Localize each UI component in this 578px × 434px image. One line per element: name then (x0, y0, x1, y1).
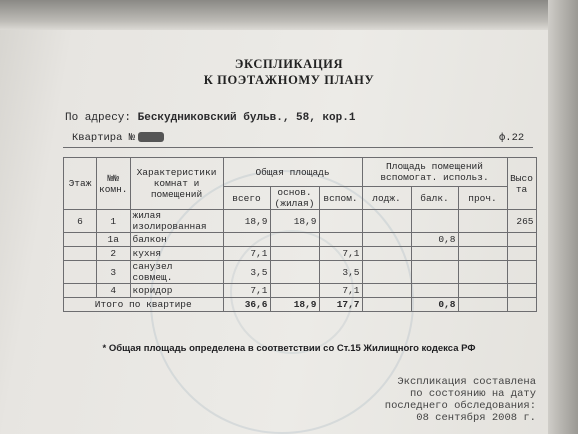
cell-balcony (411, 261, 458, 284)
col-header-char-line3: помещений (150, 189, 203, 200)
col-header-characteristics (130, 158, 223, 210)
cell-total (223, 233, 270, 247)
form-number: ф.22 (499, 132, 525, 144)
cell-room-number: 2 (97, 247, 131, 261)
col-header-char-line2: комнат и (153, 178, 200, 189)
col-header-balcony: балк. (411, 187, 458, 210)
cell-main (270, 247, 319, 261)
cell-floor (64, 261, 97, 284)
cell-room-number: 1 (97, 210, 131, 233)
cell-other (458, 261, 507, 284)
col-header-room-no-line2: комн. (99, 183, 128, 195)
col-header-room-no (97, 158, 131, 210)
explication-table (63, 157, 537, 312)
cell-loggia (362, 233, 411, 247)
footer-line4: 08 сентября 2008 г. (416, 412, 536, 424)
cell-other (458, 233, 507, 247)
cell-aux (319, 210, 362, 233)
footer-line1: Экспликация составлена (397, 376, 536, 388)
col-header-room-no-line1: №№ (107, 172, 119, 184)
table-row (64, 210, 537, 233)
cell-other (458, 210, 507, 233)
total-main-value: 18,9 (270, 298, 319, 312)
description-line: кухня (132, 248, 162, 259)
cell-aux (319, 233, 362, 247)
cell-total: 3,5 (223, 261, 270, 284)
cell-description (130, 261, 223, 284)
cell-height (507, 261, 536, 284)
address-label: По адресу: (65, 112, 132, 124)
cell-floor (64, 233, 97, 247)
cell-floor (64, 247, 97, 261)
cell-aux: 7,1 (319, 284, 362, 298)
total-height-value (507, 298, 536, 312)
description-line: санузел (132, 261, 173, 272)
cell-description (130, 210, 223, 233)
cell-room-number: 3 (97, 261, 131, 284)
cell-height: 265 (507, 210, 536, 233)
footer-line2: по состоянию на дату (409, 388, 536, 400)
col-header-floor: Этаж (64, 158, 97, 210)
total-label: Итого по квартире (64, 298, 224, 312)
cell-other (458, 247, 507, 261)
cell-height (507, 247, 536, 261)
description-line: жилая (132, 210, 162, 221)
table-row (64, 261, 537, 284)
page-top-edge (0, 0, 578, 30)
cell-loggia (362, 261, 411, 284)
cell-loggia (362, 210, 411, 233)
total-row (64, 298, 537, 312)
col-header-loggia: лодж. (362, 187, 411, 210)
col-header-main-line2: (жилая) (274, 198, 315, 209)
description-line: коридор (132, 285, 173, 296)
header-rule (63, 147, 533, 148)
cell-height (507, 284, 536, 298)
cell-description (130, 284, 223, 298)
cell-room-number: 4 (97, 284, 131, 298)
cell-balcony (411, 210, 458, 233)
table-row (64, 284, 537, 298)
total-balcony-value: 0,8 (411, 298, 458, 312)
cell-balcony (411, 247, 458, 261)
cell-floor (64, 284, 97, 298)
address-line (65, 112, 355, 124)
col-header-height-line1: Высо (510, 172, 533, 184)
cell-main: 18,9 (270, 210, 319, 233)
cell-balcony (411, 284, 458, 298)
total-loggia-value (362, 298, 411, 312)
cell-total: 7,1 (223, 284, 270, 298)
table-body (64, 210, 537, 298)
col-header-aux-line1: Площадь помещений (386, 161, 483, 172)
redacted-apartment-number (138, 132, 164, 142)
col-header-other: проч. (458, 187, 507, 210)
cell-total: 18,9 (223, 210, 270, 233)
cell-main (270, 261, 319, 284)
col-header-height (507, 158, 536, 210)
cell-room-number: 1а (97, 233, 131, 247)
cell-loggia (362, 247, 411, 261)
col-header-total: всего (223, 187, 270, 210)
col-header-main (270, 187, 319, 210)
cell-description (130, 233, 223, 247)
document-title-line1: ЭКСПЛИКАЦИЯ (234, 57, 344, 71)
document-title-line2: К ПОЭТАЖНОМУ ПЛАНУ (203, 73, 375, 87)
total-aux-value: 17,7 (319, 298, 362, 312)
total-area-value: 36,6 (223, 298, 270, 312)
cell-main (270, 284, 319, 298)
description-line: изолированная (132, 221, 207, 232)
cell-balcony: 0,8 (411, 233, 458, 247)
apartment-label: Квартира № (72, 132, 136, 144)
cell-total: 7,1 (223, 247, 270, 261)
description-line: балкон (132, 234, 167, 245)
address-value: Бескудниковский бульв., 58, кор.1 (137, 112, 356, 124)
col-header-aux-area (362, 158, 507, 187)
cell-other (458, 284, 507, 298)
cell-main (270, 233, 319, 247)
col-header-main-line1: основ. (277, 187, 312, 198)
cell-aux: 7,1 (319, 247, 362, 261)
footer-line3: последнего обследования: (384, 400, 536, 412)
col-header-char-line1: Характеристики (136, 167, 217, 178)
cell-aux: 3,5 (319, 261, 362, 284)
col-header-aux-line2: вспомогат. использ. (380, 172, 489, 183)
cell-floor: 6 (64, 210, 97, 233)
col-header-aux: вспом. (319, 187, 362, 210)
col-header-total-area: Общая площадь (223, 158, 362, 187)
cell-loggia (362, 284, 411, 298)
col-header-height-line2: та (515, 183, 528, 195)
table-row (64, 247, 537, 261)
cell-description (130, 247, 223, 261)
total-other-value (458, 298, 507, 312)
cell-height (507, 233, 536, 247)
footnote: * Общая площадь определена в соответствии со Ст.15 Жилищного кодекса РФ (102, 343, 476, 354)
description-line: совмещ. (132, 272, 173, 283)
table-row (64, 233, 537, 247)
apartment-number-line (72, 132, 164, 144)
